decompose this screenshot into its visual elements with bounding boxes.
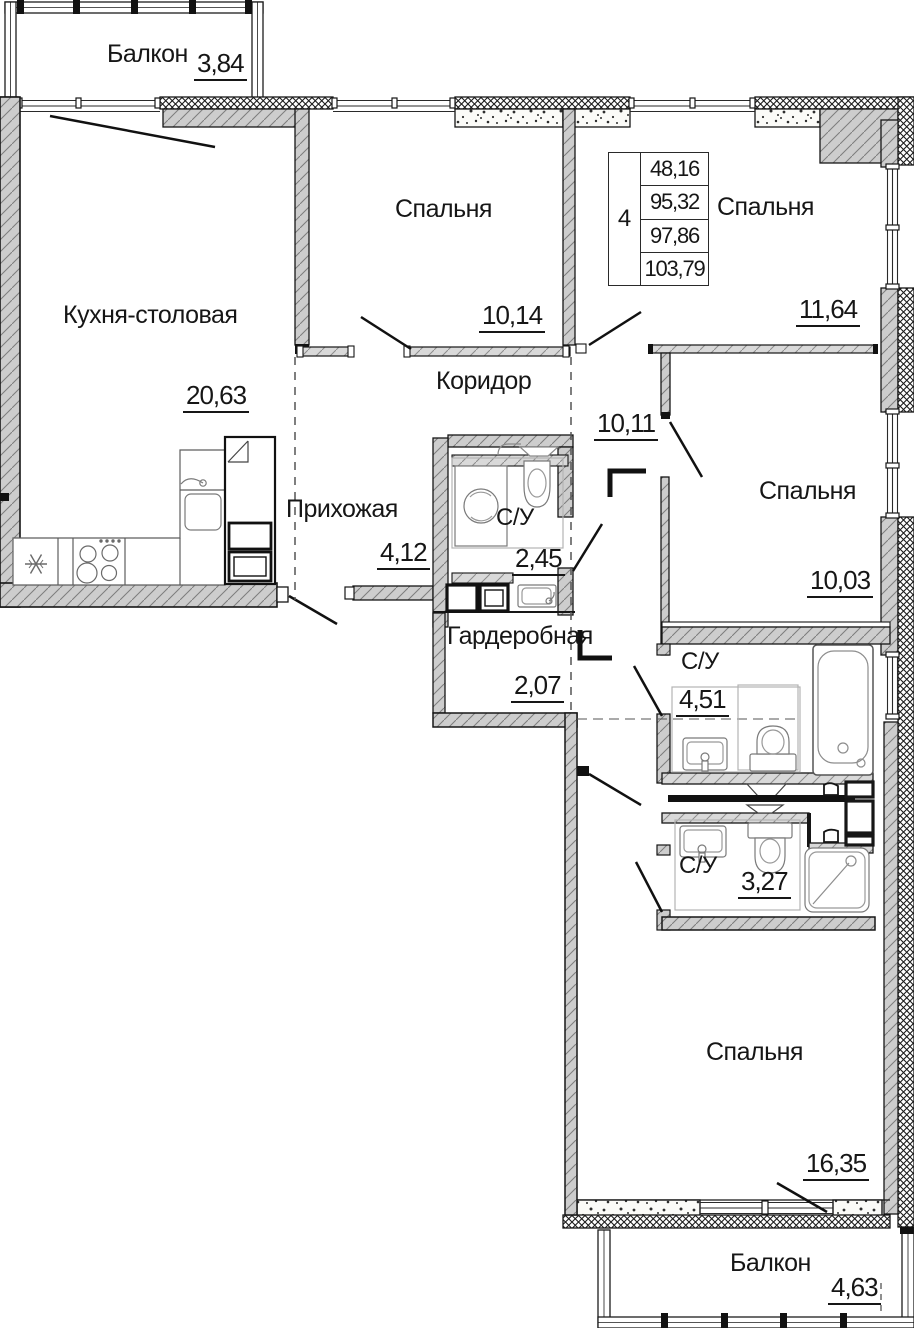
door-wc-327	[636, 862, 662, 912]
duct-boxes	[447, 585, 508, 611]
door-bedroom-1164	[589, 312, 641, 345]
room-area-wc-245: 2,45	[512, 545, 565, 576]
room-label-bedroom-2: Спальня	[717, 193, 814, 221]
wc-451-toilet	[750, 726, 796, 771]
vent-boxes	[846, 782, 873, 845]
room-label-corridor: Коридор	[436, 367, 532, 395]
apartment-area-main: 95,32	[641, 186, 708, 219]
bathtub	[813, 645, 873, 775]
room-area-wardrobe: 2,07	[511, 672, 564, 703]
room-label-wc-327: С/У	[679, 852, 717, 879]
door-bedroom-1635	[589, 774, 641, 805]
apartment-info-table	[608, 152, 709, 286]
door-bedroom-1003	[670, 422, 702, 477]
apartment-area-total: 103,79	[644, 255, 705, 281]
room-label-bedroom-4: Спальня	[706, 1038, 803, 1066]
shower	[805, 848, 869, 912]
room-label-wc-245: С/У	[496, 504, 534, 531]
top-windows	[17, 98, 755, 112]
kitchen-fixtures	[13, 437, 275, 585]
room-area-bedroom-2: 11,64	[796, 296, 860, 327]
room-label-bedroom-1: Спальня	[395, 195, 492, 223]
kitchen-cabinet-column	[225, 437, 275, 584]
room-area-wc-451: 4,51	[676, 686, 729, 717]
door-wc-245	[573, 524, 602, 571]
room-area-bedroom-3: 10,03	[807, 567, 873, 598]
room-area-wc-327: 3,27	[738, 868, 791, 899]
room-area-hallway: 4,12	[377, 539, 430, 570]
room-area-bedroom-4: 16,35	[803, 1150, 869, 1181]
wc-245-sink	[518, 585, 556, 607]
apartment-area-living: 48,16	[641, 153, 708, 186]
zone-dashed-lines	[295, 357, 800, 719]
room-label-balcony-bottom: Балкон	[730, 1249, 811, 1277]
top-exterior-wall	[0, 97, 914, 163]
room-area-bedroom-1: 10,14	[479, 302, 545, 333]
apartment-area-general: 97,86	[641, 220, 708, 253]
door-bedroom-1014	[361, 317, 411, 349]
room-label-wc-451: С/У	[681, 648, 719, 675]
door-entrance	[289, 596, 337, 624]
room-area-balcony-top: 3,84	[194, 50, 247, 81]
room-label-balcony-top: Балкон	[107, 40, 188, 68]
room-area-balcony-bottom: 4,63	[828, 1274, 881, 1305]
room-label-kitchen: Кухня-столовая	[63, 301, 238, 329]
room-label-hallway: Прихожая	[286, 495, 398, 523]
room-label-wardrobe: Гардеробная	[447, 622, 593, 650]
apartment-rooms-count: 4	[609, 153, 641, 285]
door-wc-451	[634, 666, 662, 716]
bottom-exterior-wall	[563, 1200, 890, 1228]
room-area-corridor: 10,11	[594, 410, 658, 441]
wc-451-sink	[683, 738, 727, 771]
room-area-kitchen: 20,63	[183, 382, 249, 413]
room-label-bedroom-3: Спальня	[759, 477, 856, 505]
